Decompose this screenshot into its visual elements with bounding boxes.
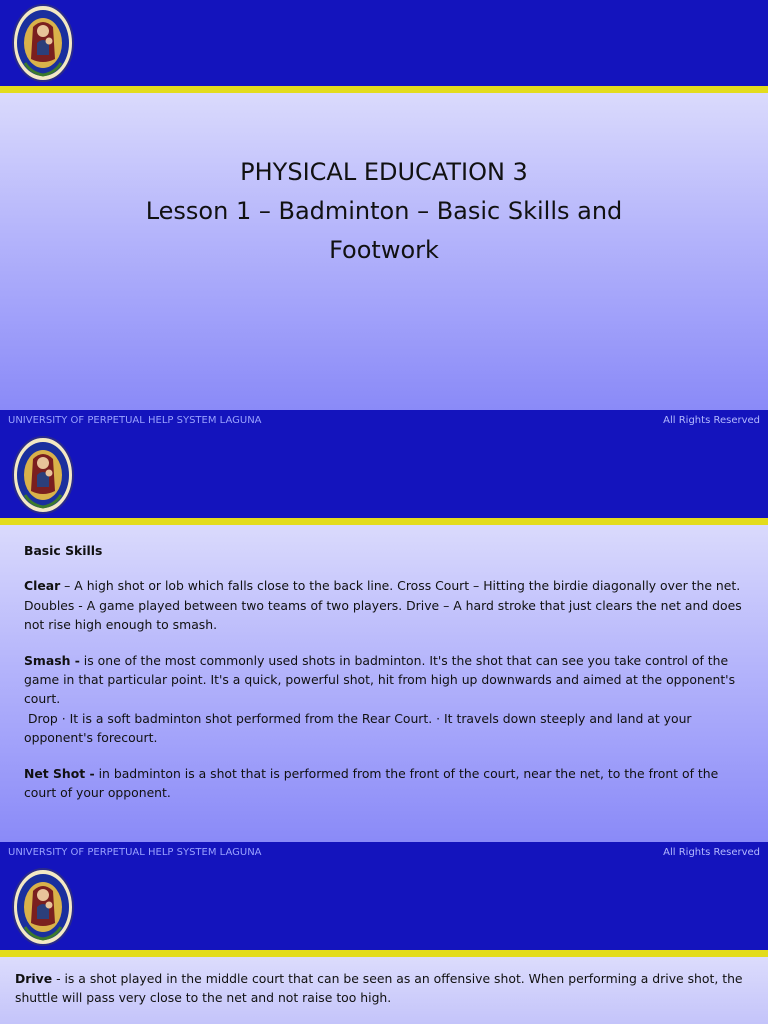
slide-footer <box>0 842 768 864</box>
term-clear: Clear <box>24 578 61 594</box>
slide-footer <box>0 410 768 432</box>
slide-title <box>0 0 768 432</box>
slide-header <box>0 432 768 518</box>
slide-drive <box>0 864 768 1024</box>
text-drive: - is a shot played in the middle court that can be seen as an offensive shot. When performing a drive shot, the shuttle will pass very close to the net and not raise too high. <box>15 971 743 1006</box>
university-seal-icon <box>11 3 75 83</box>
paragraph-clear <box>24 576 752 634</box>
footer-university-name: UNIVERSITY OF PERPETUAL HELP SYSTEM LAGUNA <box>8 847 262 858</box>
slide-header <box>0 864 768 950</box>
text-drop: Drop · It is a soft badminton shot performed from the Rear Court. · It travels down steeply and land at your opponent's forecourt. <box>24 710 692 746</box>
term-net-shot: Net Shot - <box>24 765 95 781</box>
slide-content <box>0 93 768 410</box>
slide-title-text <box>0 153 768 270</box>
slide-basic-skills <box>0 432 768 864</box>
title-line-3: Footwork <box>329 236 439 264</box>
slide-content <box>0 525 768 842</box>
paragraph-smash <box>24 651 752 748</box>
slide-header <box>0 0 768 86</box>
footer-rights: All Rights Reserved <box>663 847 760 858</box>
text-smash: is one of the most commonly used shots in badminton. It's the shot that can see you take control of the game in that particular point. It's a quick, powerful shot, hit from high up downwards and aimed at the opponent's court. <box>24 652 736 707</box>
title-line-1: PHYSICAL EDUCATION 3 <box>240 158 528 186</box>
paragraph-net-shot <box>24 764 752 803</box>
slide-content <box>0 957 768 1024</box>
slide-body <box>24 541 752 818</box>
footer-rights: All Rights Reserved <box>663 415 760 426</box>
section-heading: Basic Skills <box>24 543 103 558</box>
title-line-2: Lesson 1 – Badminton – Basic Skills and <box>145 197 623 225</box>
slide-body <box>15 969 755 1024</box>
paragraph-drive <box>15 969 755 1008</box>
gold-stripe <box>0 950 768 957</box>
text-clear: – A high shot or lob which falls close to the back line. Cross Court – Hitting the birdie diagonally over the net. Doubles - A game played between two teams of two players. Drive – A hard stroke that just clears the net and does not rise high enough to smash. <box>24 578 742 633</box>
footer-university-name: UNIVERSITY OF PERPETUAL HELP SYSTEM LAGUNA <box>8 415 262 426</box>
university-seal-icon <box>11 435 75 515</box>
text-net-shot: in badminton is a shot that is performed from the front of the court, near the net, to the front of the court of your opponent. <box>24 765 719 801</box>
university-seal-icon <box>11 867 75 947</box>
gold-stripe <box>0 518 768 525</box>
gold-stripe <box>0 86 768 93</box>
term-drive: Drive <box>15 971 53 986</box>
term-smash: Smash - <box>24 652 80 668</box>
